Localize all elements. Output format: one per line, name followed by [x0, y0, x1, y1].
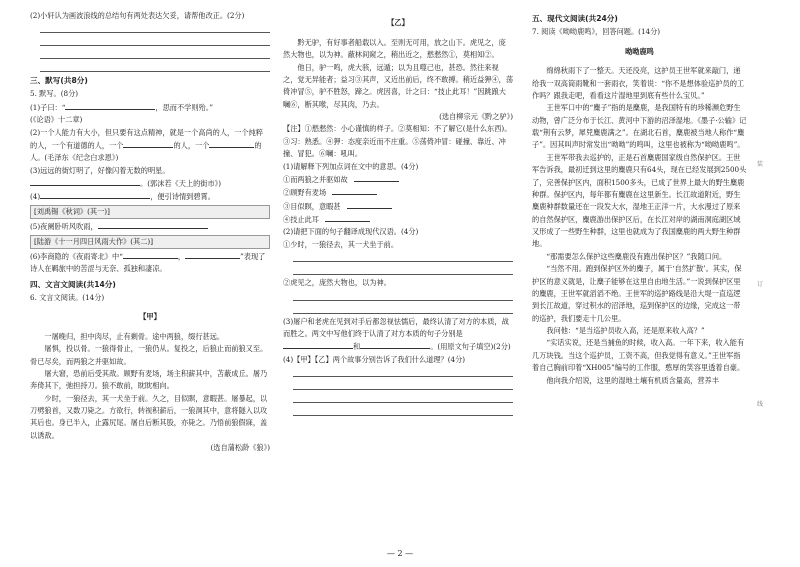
question-2-text: (2)小轩认为画波浪线的总结句有两处表达欠妥，请帮他改正。(2分) — [30, 11, 245, 20]
recite-1: (1)子曰：“ ，思而不学则殆。” — [30, 102, 213, 112]
article-para: 王世军带我去巡护的，正是石首麋鹿国家级自然保护区。王世军告诉我，最初迁到这里的麋鹿只有64头，现在已经发展到2500头了，完善保护区内，面积1500多头，已成了世界上最大的野生麋鹿种群。保护区内，每年都有麋鹿在这里新生。长江故道附近，野生麋鹿种群数量还在一段发大水，湿地王正洋一片，大水漫过了原来的自然保护区，麋鹿游出保护区后，在长江对岸的湖南洞庭湖区域又形成了一些野生种群，这里也就成为了我国麋鹿的两大野生种群地。 — [532, 152, 747, 249]
answer-line[interactable] — [40, 35, 270, 46]
passage-b-source: (选自柳宗元《黔之驴》) — [439, 112, 513, 121]
passage-a-para: 一屠晚归，担中肉尽，止有剩骨。途中两狼，缀行甚远。 — [44, 331, 225, 341]
section-5-title: 五、现代文阅读(共24分) — [532, 14, 618, 23]
answer-line[interactable] — [293, 379, 513, 390]
answer-line[interactable] — [40, 61, 270, 72]
article-para: “当然不用。跑到保护区外的麋子，属于‘自然扩散’。其实，保护区的意义就是，让麋子能够在这里自由地生活。”一说到保护区里的麋鹿，王世军就滔滔不绝。王世军的巡护路线是沿大堤一直巡逻到长江故道，穿过积水的沼泽地，巡到保护区的边缘，完成这一带的巡护，我们要走十几公里。 — [532, 264, 742, 323]
column-left — [30, 10, 270, 455]
passage-a-source: (选自蒲松龄《狼》) — [210, 443, 270, 453]
blank[interactable] — [30, 177, 140, 186]
blank[interactable] — [347, 200, 392, 209]
answer-line[interactable] — [293, 366, 513, 377]
binding-mark: 线 — [757, 401, 764, 408]
page-number: — 2 — — [386, 549, 414, 558]
recite-3: (3)远远的街灯明了，好像闪着无数的明星。。(郭沫若《天上的街市》) — [30, 165, 222, 189]
annotation-note: 【注】①慭慭然：小心谨慎的样子。②莫相知：不了解它(是什么东西)。③习：熟悉。④狎：态度亲近而不庄重。⑤荡倚冲冒：碰撞、靠近、冲撞、冒犯。⑥㘎：吼叫。 — [283, 124, 512, 159]
translate-sentence-1: ①少时，一狼径去，其一犬坐于前。 — [283, 239, 399, 249]
word-item: ③目似瞑，意暇甚 — [283, 200, 513, 213]
article-para: “那需要怎么保护这些麋鹿没有跑出保护区？”我随口问。 — [546, 251, 727, 261]
translate-sentence-2: ②虎见之，庞然大物也，以为神。 — [283, 278, 391, 288]
answer-line[interactable] — [293, 303, 513, 314]
binding-mark: 订 — [757, 281, 764, 288]
answer-line[interactable] — [293, 405, 513, 416]
binding-mark: 装 — [757, 161, 764, 168]
column-middle — [283, 10, 513, 418]
recite-5: (5)夜阑卧听风吹雨， — [30, 220, 270, 233]
blank[interactable] — [185, 250, 240, 259]
blank[interactable] — [325, 213, 370, 222]
article-title: 呦呦鹿鸣 — [625, 46, 654, 56]
passage-a-para: 屠大窘，恐前后受其敌。顾野有麦场，场主积薪其中，苫蔽成丘。屠乃奔倚其下，弛担持刀。狼不敢前，眈眈相向。 — [30, 368, 268, 391]
blank[interactable] — [209, 139, 254, 148]
answer-line[interactable] — [293, 290, 513, 301]
recite-4: (4) ，便引诗情到碧霄。 — [30, 192, 215, 202]
answer-line[interactable] — [40, 22, 270, 33]
word-item: ②顾野有麦场 — [283, 186, 513, 199]
answer-line[interactable] — [293, 392, 513, 403]
recite-1-source: (《论语》十二章) — [30, 115, 83, 125]
passage-b-para: 他日，驴一鸣，虎大骇，远遁；以为且噬己也，甚恐。然往来视之，觉无异能者；益习③其声，又近出前后，终不敢搏。稍近益狎④，荡倚冲冒⑤，驴不胜怒，蹄之。虎因喜，计之曰：“技止此耳！”因跳踉大㘎⑥，断其喉，尽其肉，乃去。 — [283, 62, 514, 109]
recite-4-source: [刘禹锡《秋词》(其一)] — [30, 205, 270, 219]
passage-b-tag: 【乙】 — [387, 18, 409, 28]
article-para: 我问他：“是当巡护员收入高，还是原来收入高？” — [546, 326, 705, 336]
column-right — [532, 10, 747, 387]
question-6-1: (1)请解释下列加点词在文中的意思。(4分) — [283, 161, 419, 171]
question-6-3: (3)屠户和老虎在见到对手后都忽视怯懦后，最终认清了对方的本质，战而胜之。两文中写他们终于认清了对方本质的句子分别是和 。(用原文句子填空)(2分) — [283, 316, 511, 352]
question-7: 7. 阅读《呦呦鹿鸣》，回答问题。(14分) — [532, 27, 661, 37]
word-item: ①而两狼之并驱如故 — [283, 173, 513, 186]
passage-b-para: 黔无驴，有好事者船载以入。至则无可用，放之山下。虎见之，庞然大物也，以为神。蔽林间窥之，稍出近之，慭慭然①，莫相知②。 — [283, 37, 506, 60]
recite-6: (6)李商隐的《夜雨寄北》中“ ， ”表现了诗人在羁旅中的苦涩与无奈、孤独和凄凉。 — [30, 251, 266, 274]
passage-a-tag: 【甲】 — [139, 312, 161, 322]
question-6-2: (2)请把下面的句子翻译成现代汉语。(4分) — [283, 227, 419, 237]
article-para: 王世军口中的“麋子”指的是麋鹿，是我国特有的珍稀濒危野生动物，曾广泛分布于长江、黄河中下游的沼泽湿地。《墨子·公输》记载“荆有云梦，犀兕麋鹿满之”。在湖北石首，麋鹿被当地人称作“麋子”。因其叫声时常发出“呦呦”的鸣叫，这里也被称为“呦呦鹿鸣”。 — [532, 103, 747, 150]
answer-line[interactable] — [293, 251, 513, 262]
answer-line[interactable] — [40, 48, 270, 59]
article-para: “实话实说，还是当捕鱼的时候，收入高。一年下来，收入能有几万块钱。当这个巡护员，工资不高，但我觉得有意义。”王世军指着自己胸前印着“XH005”编号的工作服，憨厚的笑容里透着自豪。 — [532, 338, 745, 373]
passage-a-para: 屠惧，投以骨。一狼得骨止，一狼仍从。复投之，后狼止而前狼又至。骨已尽矣，而两狼之并驱如故。 — [30, 344, 268, 366]
blank[interactable] — [354, 173, 399, 182]
blank[interactable] — [283, 340, 353, 349]
blank[interactable] — [123, 250, 178, 259]
passage-a-para: 少时，一狼径去，其一犬坐于前。久之，目似瞑，意暇甚。屠暴起，以刀劈狼首，又数刀毙之。方欲行，转视积薪后，一狼洞其中，意将隧入以攻其后也。身已半入，止露尻尾。屠自后断其股，亦毙之。乃悟前狼假寐，盖以诱敌。 — [30, 393, 268, 440]
blank[interactable] — [360, 340, 430, 349]
recite-2: (2)一个人能力有大小，但只要有这点精神，就是一个高尚的人，一个纯粹的人，一个有道德的人，一个 的人，一个 的人。(毛泽东《纪念白求恩》) — [30, 127, 263, 163]
word-item: ④技止此耳 — [283, 213, 513, 226]
question-6-4: (4)【甲】【乙】两个故事分别告诉了我们什么道理？(4分) — [283, 354, 466, 364]
section-3-title: 三、默写(共8分) — [30, 76, 88, 86]
section-4-title: 四、文言文阅读(共14分) — [30, 279, 116, 289]
question-6: 6. 文言文阅读。(14分) — [30, 292, 105, 302]
blank[interactable] — [40, 190, 150, 199]
blank[interactable] — [65, 101, 155, 110]
binding-margin — [757, 0, 771, 567]
blank[interactable] — [332, 186, 377, 195]
question-5: 5. 默写。(8分) — [30, 89, 79, 99]
recite-5-source: [陆游《十一月四日风雨大作》(其二)] — [30, 235, 270, 249]
article-para: 他向我介绍说，这里的湿地土壤有机质含量高，营养丰 — [546, 375, 719, 385]
blank[interactable] — [98, 220, 208, 229]
blank[interactable] — [123, 139, 173, 148]
article-para: 绵绵秋雨下了一整天。天还没亮，这护员王世军就来敲门，递给我一双高筒雨靴和一套雨衣，笑着说：“你不是想体验巡护员的工作吗？跟我走吧，看看这片湿地里到底有些什么宝贝。” — [532, 66, 745, 100]
answer-line[interactable] — [293, 264, 513, 275]
